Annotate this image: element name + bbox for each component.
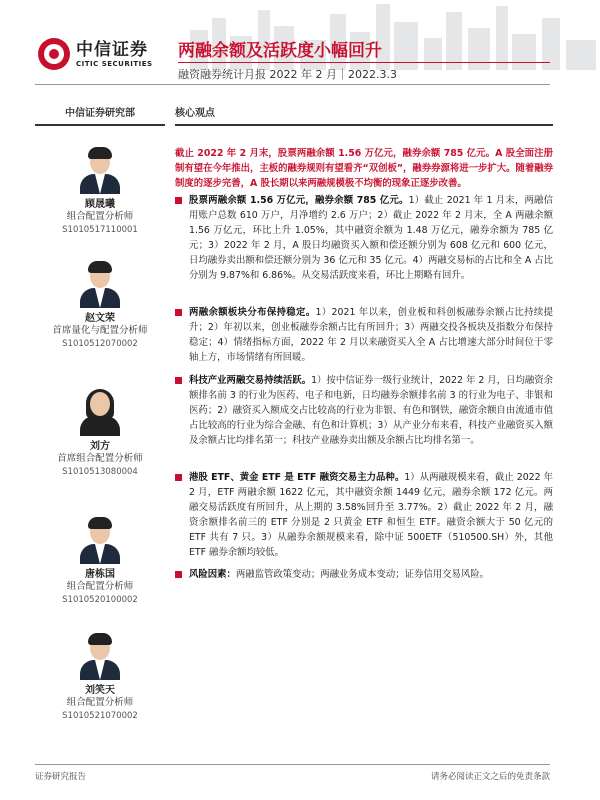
analyst-role: 首席量化与配置分析师	[52, 325, 148, 336]
logo-english: CITIC SECURITIES	[76, 59, 153, 68]
footer-divider	[35, 764, 550, 765]
footer-disclaimer: 请务必阅读正文之后的免责条款	[430, 772, 550, 782]
analyst-role: 组合配置分析师	[66, 697, 134, 708]
analyst-photo	[78, 260, 122, 308]
bullet-text: 1）2021 年以来，创业板和科创板融券余额占比持续提升；2）年初以来，创业板融券余额占比有所回升；3）两融交投各板块及指数分布保持稳定；4）情绪指标方面，2022 年 2 月以来融资买入全 A 占比增速大部分时间位于零轴上方，市场情绪有所回暖。	[189, 307, 553, 363]
analyst-name: 顾晟曦	[85, 199, 115, 210]
analyst-role: 首席组合配置分析师	[57, 453, 143, 464]
analyst-column	[35, 104, 165, 126]
analyst-photo	[78, 516, 122, 564]
bullet-text: 1）按中信证券一级行业统计，2022 年 2 月，日均融资余额排名前 3 的行业为医药、电子和电新，日均融券余额排名前 3 的行业为电子、非银和医药；2）融资买入额成交占比较高的行业为非银、有色和钢铁，融资余额自由流通市值占比较高的行业为综合金融、有色和计算机；3）从产业分布来看，科技产业融资买入额及余额占比均排名第一；科技产业融券卖出额及余额占比均排名第一。	[189, 375, 553, 446]
analyst-name: 赵文荣	[85, 313, 115, 324]
citic-logo	[38, 38, 153, 70]
bullet-lead: 港股 ETF、黄金 ETF 是 ETF 融资交易主力品种。	[189, 472, 405, 483]
analyst-card	[35, 632, 165, 722]
analyst-card	[35, 260, 165, 350]
report-subtitle: 融资融券统计月报 2022 年 2 月｜2022.3.3	[178, 68, 397, 81]
core-views-column	[175, 104, 553, 191]
logo-chinese: 中信证券	[76, 39, 148, 60]
bullet-paragraph	[175, 567, 553, 582]
analyst-cert: S1010520100002	[62, 595, 138, 605]
bullet-paragraph	[175, 470, 553, 560]
analyst-cert: S1010513080004	[62, 467, 138, 477]
header-divider	[35, 84, 550, 85]
footer-label: 证券研究报告	[35, 772, 87, 782]
section-title: 核心观点	[175, 104, 553, 126]
bullet-square-icon	[175, 474, 182, 481]
bullet-square-icon	[175, 309, 182, 316]
analyst-role: 组合配置分析师	[66, 581, 134, 592]
report-title: 两融余额及活跃度小幅回升	[178, 41, 382, 61]
bullet-text: 1）从两融规模来看，截止 2022 年 2 月，ETF 两融余额 1622 亿元，其中融资余额 1449 亿元，融券余额 172 亿元。两融交易活跃度有所回升，从上期的 3.58%回升至 3.77%。2）截止 2022 年 2 月，融资余额排名前三的 ETF 分别是 2 只黄金 ETF 和恒生 ETF。融资余额大于 50 亿元的 ETF 共有 7 只。3）从融券余额规模来看，除中证 500ETF（510500.SH）外，其他 ETF 融券余额均较低。	[189, 472, 553, 558]
analyst-name: 刘笑天	[85, 685, 115, 696]
bullet-paragraph	[175, 193, 553, 283]
analyst-cert: S1010512070002	[62, 339, 138, 349]
analyst-name: 唐栋国	[85, 569, 115, 580]
title-divider	[178, 62, 550, 63]
citic-logo-icon	[38, 38, 70, 70]
bullet-square-icon	[175, 377, 182, 384]
analyst-photo	[78, 632, 122, 680]
summary-paragraph: 截止 2022 年 2 月末，股票两融余额 1.56 万亿元，融券余额 785 亿元。A 股全面注册制有望在今年推出，主板的融券规则有望看齐“双创板”，融券券源将进一步扩大。随着融券制度的逐步完善，A 股长期以来两融规模极不均衡的现象正逐步改善。	[175, 148, 553, 189]
bullet-square-icon	[175, 197, 182, 204]
analyst-card	[35, 388, 165, 478]
analyst-photo	[78, 146, 122, 194]
bullet-lead: 两融余额板块分布保持稳定。	[189, 307, 316, 318]
analyst-photo	[78, 388, 122, 436]
analyst-card	[35, 146, 165, 236]
analyst-cert: S1010517110001	[62, 225, 138, 235]
bullet-text: 1）截止 2021 年 1 月末，两融信用账户总数 610 万户，月净增约 2.6 万户；2）截止 2022 年 2 月末，全 A 两融余额 1.56 万亿元，环比上升 1.05%，其中融资余额为 1.48 万亿元，融券余额为 785 亿元；3）2022 年 2 月，A 股日均融资买入额和偿还额分别为 608 亿元和 600 亿元，日均融券卖出额和偿还额分别为 36 亿元和 35 亿元。4）两融交易标的占比和全 A 占比分别为 9.87%和 6.86%。从交易活跃度来看，环比上期略有回升。	[189, 195, 553, 281]
analyst-cert: S1010521070002	[62, 711, 138, 721]
bullet-lead: 股票两融余额 1.56 万亿元，融券余额 785 亿元。	[189, 195, 409, 206]
department-label: 中信证券研究部	[35, 104, 165, 126]
bullet-paragraph	[175, 373, 553, 448]
bullet-square-icon	[175, 571, 182, 578]
bullet-lead: 风险因素：	[189, 569, 236, 580]
report-header	[0, 0, 600, 92]
bullet-paragraph	[175, 305, 553, 365]
bullet-text: 两融监管政策变动；两融业务成本变动；证券信用交易风险。	[235, 569, 490, 580]
analyst-name: 刘方	[90, 441, 110, 452]
analyst-role: 组合配置分析师	[66, 211, 134, 222]
bullet-lead: 科技产业两融交易持续活跃。	[189, 375, 312, 386]
analyst-card	[35, 516, 165, 606]
